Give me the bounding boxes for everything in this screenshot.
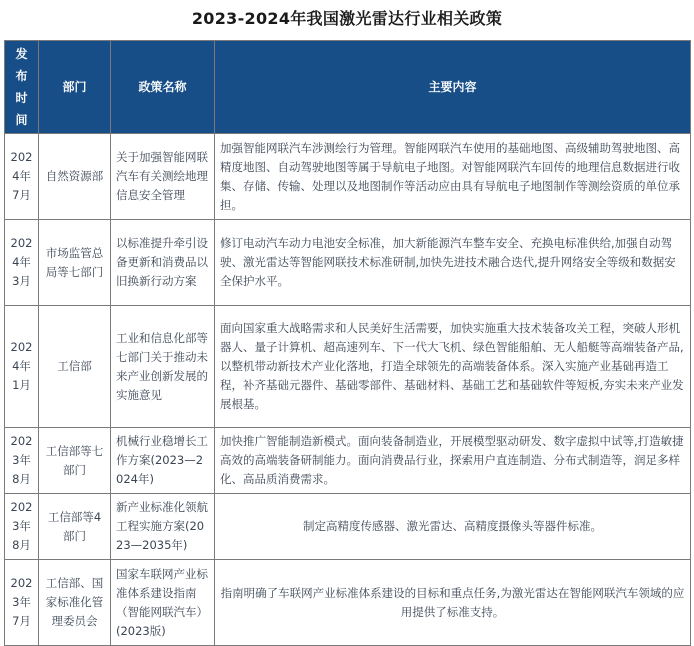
cell-time: 2023年8月 [5,494,39,560]
cell-time: 2024年3月 [5,220,39,306]
cell-policy: 关于加强智能网联汽车有关测绘地理信息安全管理 [111,134,215,220]
cell-department: 工信部等4部门 [39,494,111,560]
table-row [5,220,691,306]
table-row [5,560,691,646]
cell-policy: 工业和信息化部等七部门关于推动未来产业创新发展的实施意见 [111,306,215,428]
cell-content: 制定高精度传感器、激光雷达、高精度摄像头等器件标准。 [215,494,691,560]
cell-time: 2023年8月 [5,428,39,494]
policy-table [4,40,691,646]
cell-content: 指南明确了车联网产业标准体系建设的目标和重点任务,为激光雷达在智能网联汽车领域的应用提供了标准支持。 [215,560,691,646]
cell-policy: 以标准提升牵引设备更新和消费品以旧换新行动方案 [111,220,215,306]
cell-time: 2024年7月 [5,134,39,220]
table-row [5,494,691,560]
cell-content: 面向国家重大战略需求和人民美好生活需要，加快实施重大技术装备攻关工程，突破人形机器人、量子计算机、超高速列车、下一代大飞机、绿色智能船舶、无人船艇等高端装备产品,以整机带动新技术产业化落地，打造全球领先的高端装备体系。深入实施产业基础再造工程，补齐基础元器件、基础零部件、基础材料、基础工艺和基础软件等短板,夯实未来产业发展根基。 [215,306,691,428]
cell-policy: 机械行业稳增长工作方案(2023—2024年) [111,428,215,494]
cell-content: 修订电动汽车动力电池安全标准，加大新能源汽车整车安全、充换电标准供给,加强自动驾驶、激光雷达等智能网联技术标准研制,加快先进技术融合迭代,提升网络安全等级和数据安全保护水平。 [215,220,691,306]
cell-department: 工信部 [39,306,111,428]
cell-content: 加快推广智能制造新模式。面向装备制造业，开展模型驱动研发、数字虚拟中试等,打造敏捷高效的高端装备研制能力。面向消费品行业，探索用户直连制造、分布式制造等，润足多样化、高品质消费需求。 [215,428,691,494]
cell-time: 2023年7月 [5,560,39,646]
cell-department: 自然资源部 [39,134,111,220]
cell-policy: 国家车联网产业标准体系建设指南（智能网联汽车）(2023版) [111,560,215,646]
header-content: 主要内容 [215,41,691,134]
cell-time: 2024年1月 [5,306,39,428]
table-row [5,306,691,428]
cell-department: 市场监管总局等七部门 [39,220,111,306]
table-row [5,134,691,220]
cell-department: 工信部等七部门 [39,428,111,494]
header-time: 发布时间 [5,41,39,134]
page-title: 2023-2024年我国激光雷达行业相关政策 [191,9,503,28]
table-row [5,428,691,494]
cell-department: 工信部、国家标准化管理委员会 [39,560,111,646]
cell-policy: 新产业标准化领航工程实施方案(2023—2035年) [111,494,215,560]
header-policy: 政策名称 [111,41,215,134]
table-header-row [5,41,691,134]
cell-content: 加强智能网联汽车涉测绘行为管理。智能网联汽车使用的基础地图、高级辅助驾驶地图、高精度地图、自动驾驶地图等属于导航电子地图。对智能网联汽车回传的地理信息数据进行收集、存储、传输、处理以及地图制作等活动应由具有导航电子地图制作等测绘资质的单位承担。 [215,134,691,220]
header-department: 部门 [39,41,111,134]
